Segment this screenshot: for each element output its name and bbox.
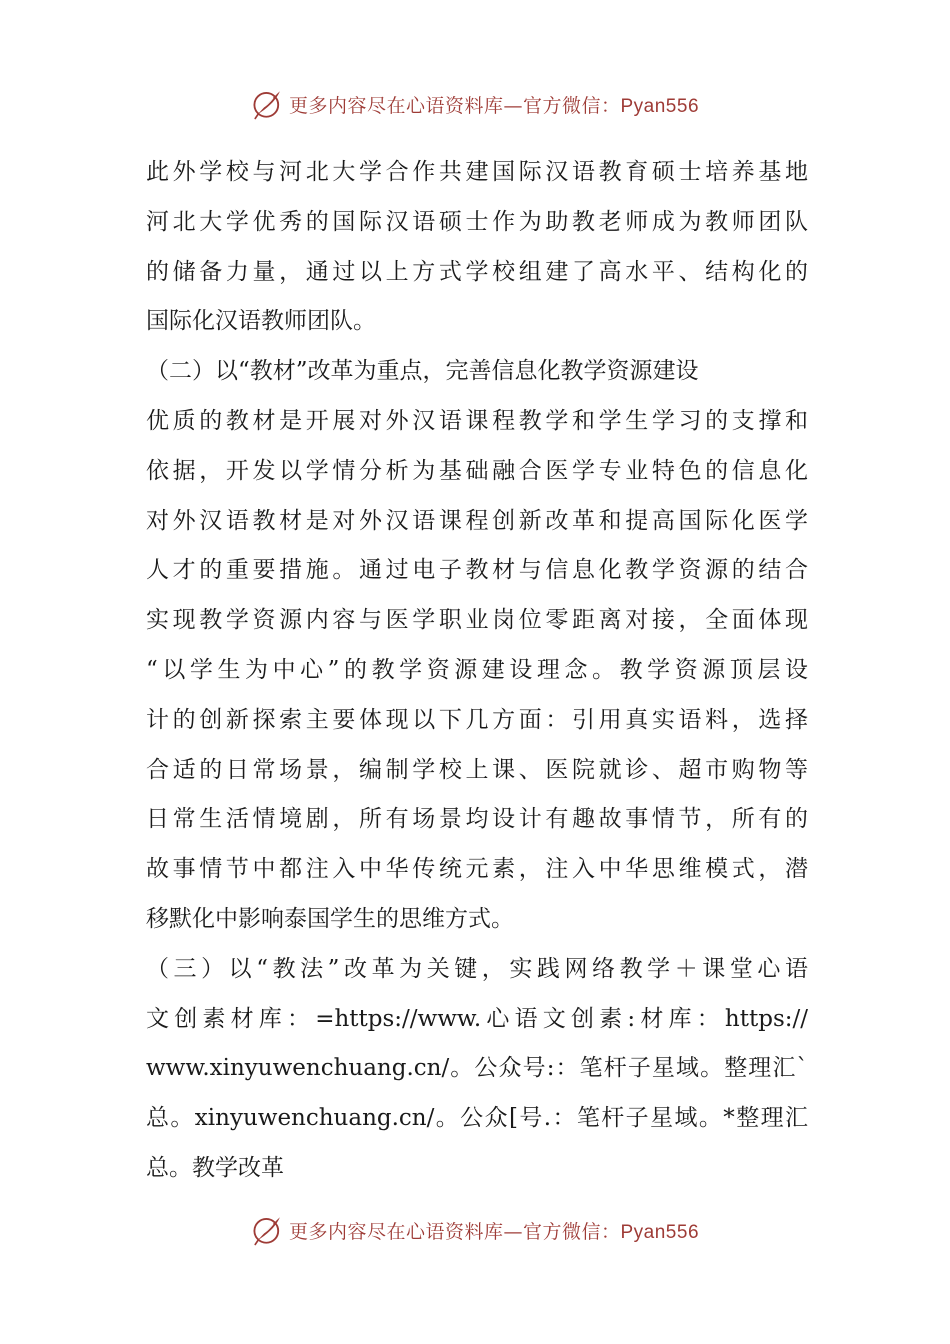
text-line: 对外汉语教材是对外汉语课程创新改革和提高国际化医学 <box>146 507 808 534</box>
header-banner-text <box>289 91 699 118</box>
text-line: 计的创新探索主要体现以下几方面：引用真实语料，选择 <box>146 706 808 733</box>
section-heading: （二）以“教材”改革为重点，完善信息化教学资源建设 <box>146 358 699 385</box>
document-body <box>146 148 808 1194</box>
text-line: 此外学校与河北大学合作共建国际汉语教育硕士培养基地 <box>146 159 808 185</box>
text-line: www.xinyuwenchuang.cn/。公众号:：笔杆子星域。整理汇` <box>146 1055 808 1082</box>
footer-banner <box>0 1210 950 1250</box>
text-line: 优质的教材是开展对外汉语课程教学和学生学习的支撑和 <box>146 407 808 434</box>
text-line: 移默化中影响泰国学生的思维方式。 <box>146 905 514 932</box>
text-line: 合适的日常场景，编制学校上课、医院就诊、超市购物等 <box>146 756 808 783</box>
header-banner-label: 更多内容尽在心语资料库—官方微信： <box>288 94 621 117</box>
text-line: 实现教学资源内容与医学职业岗位零距离对接，全面体现 <box>146 607 808 634</box>
header-banner <box>0 84 950 124</box>
footer-wechat-id: Pyan556 <box>620 1221 700 1243</box>
text-line: 总。教学改革 <box>146 1154 284 1181</box>
section-heading: （三）以“教法”改革为关键，实践网络教学＋课堂心语 <box>146 955 808 982</box>
quill-logo-icon <box>251 87 285 121</box>
text-line: 依据，开发以学情分析为基础融合医学专业特色的信息化 <box>146 457 808 484</box>
text-line: 故事情节中都注入中华传统元素，注入中华思维模式，潜 <box>146 856 808 883</box>
text-line: 的储备力量，通过以上方式学校组建了高水平、结构化的 <box>146 258 808 285</box>
text-line: “以学生为中心”的教学资源建设理念。教学资源顶层设 <box>146 656 808 683</box>
text-line: 国际化汉语教师团队。 <box>146 308 376 335</box>
footer-banner-text <box>289 1217 699 1244</box>
text-line: 总。xinyuwenchuang.cn/。公众[号.：笔杆子星域。*整理汇 <box>146 1105 808 1132</box>
quill-logo-icon <box>251 1213 285 1247</box>
text-line: 日常生活情境剧，所有场景均设计有趣故事情节，所有的 <box>146 806 808 833</box>
header-wechat-id: Pyan556 <box>620 95 700 117</box>
text-line: 河北大学优秀的国际汉语硕士作为助教老师成为教师团队 <box>146 208 808 235</box>
text-line: 人才的重要措施。通过电子教材与信息化教学资源的结合 <box>146 557 808 584</box>
text-line: 文创素材库：=https://www.心语文创素:材库：https:// <box>146 1005 808 1032</box>
footer-banner-label: 更多内容尽在心语资料库—官方微信： <box>288 1220 621 1243</box>
